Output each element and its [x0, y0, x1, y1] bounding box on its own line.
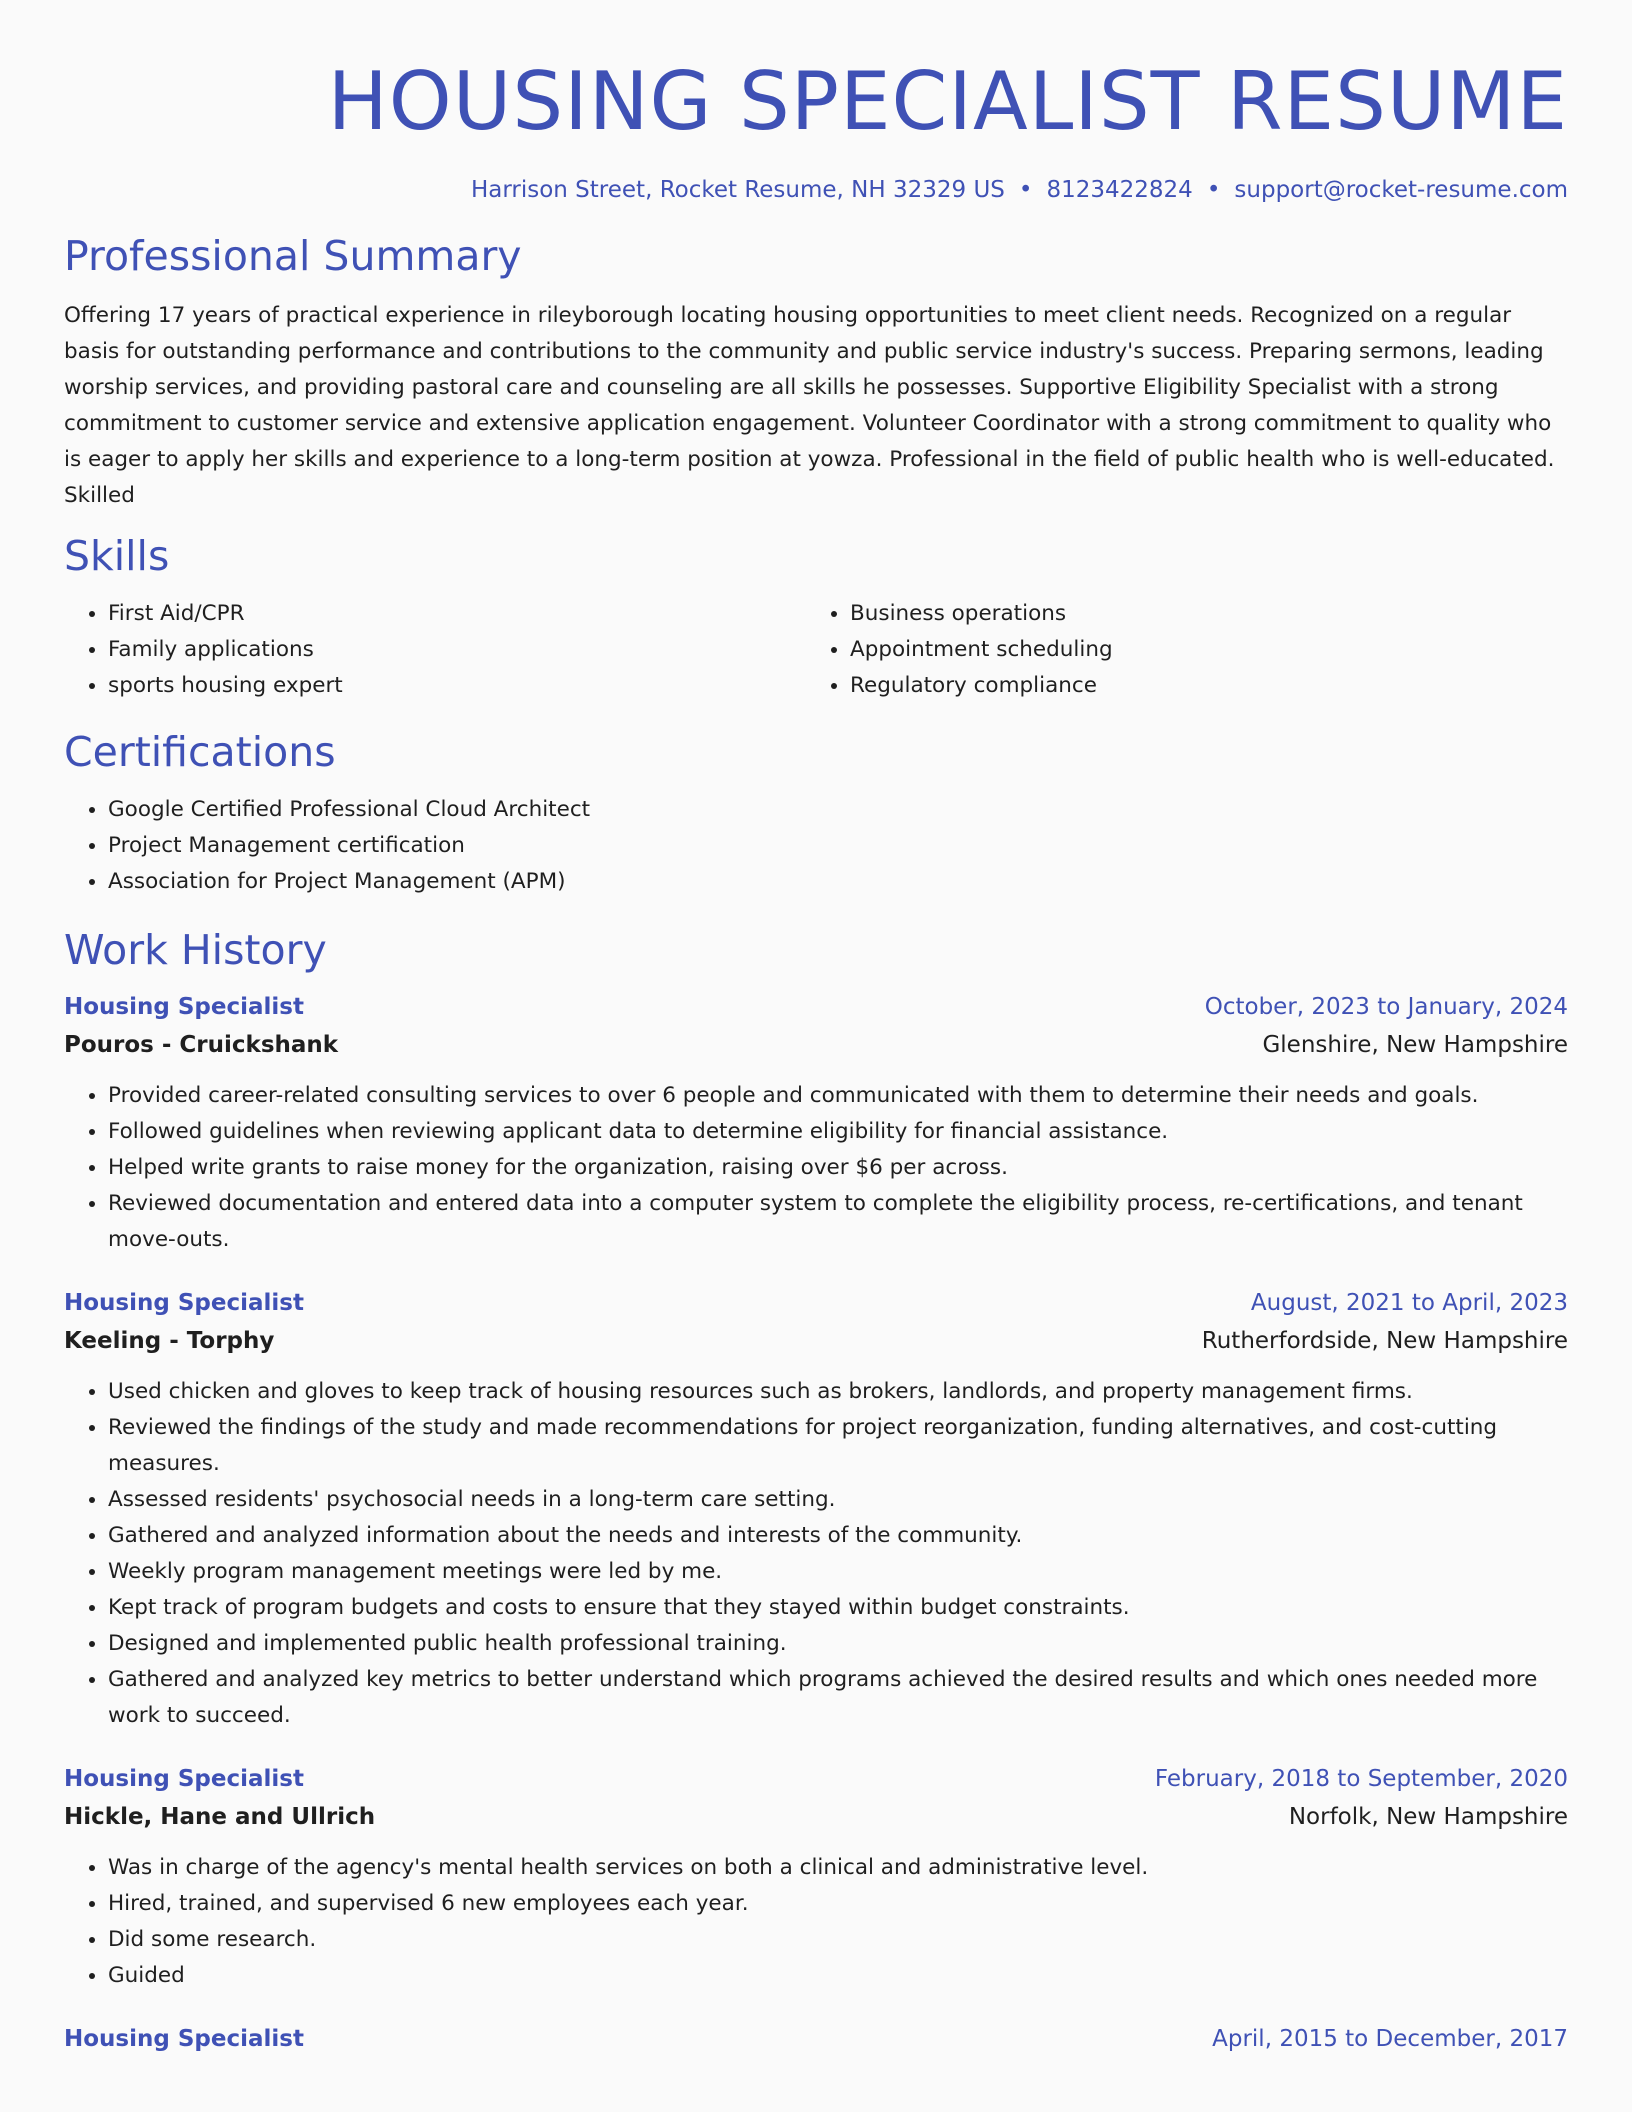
job-duty: • Did some research. [108, 1922, 1568, 1958]
job-title: Housing Specialist [64, 1290, 304, 1316]
job-entry [64, 988, 1568, 1258]
job-company-row [64, 1798, 1568, 1836]
skills-column-right [806, 596, 1548, 704]
job-duty: • Guided [108, 1958, 1568, 1994]
job-entry [64, 1284, 1568, 1734]
skills-column-left [64, 596, 806, 704]
job-dates: August, 2021 to April, 2023 [1250, 1290, 1568, 1316]
job-entry [64, 2020, 1568, 2058]
job-duty: • Was in charge of the agency's mental health services on both a clinical and administrative level. [108, 1850, 1568, 1886]
skill-item: • Regulatory compliance [850, 668, 1548, 704]
job-duty: • Gathered and analyzed information about the needs and interests of the community. [108, 1518, 1568, 1554]
job-duty: • Provided career-related consulting services to over 6 people and communicated with them to determine their needs and goals. [108, 1078, 1568, 1114]
certification-item: • Project Management certification [108, 828, 1568, 864]
skills-heading: Skills [64, 532, 170, 580]
job-title-row [64, 1284, 1568, 1322]
skills-list-left [64, 596, 806, 704]
contact-separator: • [1018, 177, 1033, 203]
job-dates: October, 2023 to January, 2024 [1204, 994, 1568, 1020]
job-company-row [64, 1322, 1568, 1360]
job-duties-list [64, 1374, 1568, 1734]
job-title-row [64, 988, 1568, 1026]
skills-list-right [806, 596, 1548, 704]
contact-phone: 8123422824 [1046, 177, 1193, 203]
skill-item: • Appointment scheduling [850, 632, 1548, 668]
summary-heading: Professional Summary [64, 232, 522, 280]
skill-item: • First Aid/CPR [108, 596, 806, 632]
job-duty: • Used chicken and gloves to keep track of housing resources such as brokers, landlords, and property management firms. [108, 1374, 1568, 1410]
job-duties-list [64, 1078, 1568, 1258]
job-company: Pouros - Cruickshank [64, 1032, 339, 1058]
job-duty: • Reviewed documentation and entered data into a computer system to complete the eligibility process, re-certifications, and tenant move-outs. [108, 1186, 1568, 1258]
job-duty: • Weekly program management meetings were led by me. [108, 1554, 1568, 1590]
certifications-list [64, 792, 1568, 900]
job-duty: • Followed guidelines when reviewing applicant data to determine eligibility for financial assistance. [108, 1114, 1568, 1150]
skills-grid [64, 596, 1568, 704]
job-duty: • Helped write grants to raise money for the organization, raising over $6 per across. [108, 1150, 1568, 1186]
job-title: Housing Specialist [64, 2026, 304, 2052]
contact-separator: • [1206, 177, 1221, 203]
contact-email: support@rocket-resume.com [1234, 177, 1568, 203]
job-duty: • Reviewed the findings of the study and made recommendations for project reorganization, funding alternatives, and cost-cutting measures. [108, 1410, 1568, 1482]
contact-line [64, 174, 1568, 206]
skill-item: • Family applications [108, 632, 806, 668]
job-dates: February, 2018 to September, 2020 [1154, 1766, 1568, 1792]
job-entry [64, 1760, 1568, 1994]
resume-title: HOUSING SPECIALIST RESUME [327, 55, 1568, 148]
job-location: Norfolk, New Hampshire [1288, 1804, 1568, 1830]
summary-text: Offering 17 years of practical experience in rileyborough locating housing opportunities to meet client needs. Recognized on a regular basis for outstanding performance and contributions to the community and public service industry's success. Preparing sermons, leading worship services, and providing pastoral care and counseling are all skills he possesses. Supportive Eligibility Specialist with a strong commitment to customer service and extensive application engagement. Volunteer Coordinator with a strong commitment to quality who is eager to apply her skills and experience to a long-term position at yowza. Professional in the field of public health who is well-educated. Skilled [64, 303, 1555, 508]
job-title: Housing Specialist [64, 994, 304, 1020]
job-title: Housing Specialist [64, 1766, 304, 1792]
work-history-heading: Work History [64, 926, 327, 974]
job-company: Hickle, Hane and Ullrich [64, 1804, 376, 1830]
certification-item: • Google Certified Professional Cloud Architect [108, 792, 1568, 828]
job-location: Glenshire, New Hampshire [1262, 1032, 1568, 1058]
job-duty: • Hired, trained, and supervised 6 new employees each year. [108, 1886, 1568, 1922]
skill-item: • Business operations [850, 596, 1548, 632]
job-duty: • Assessed residents' psychosocial needs in a long-term care setting. [108, 1482, 1568, 1518]
contact-address: Harrison Street, Rocket Resume, NH 32329 US [470, 177, 1005, 203]
job-duty: • Gathered and analyzed key metrics to better understand which programs achieved the desired results and which ones needed more work to succeed. [108, 1662, 1568, 1734]
job-title-row [64, 1760, 1568, 1798]
job-title-row [64, 2020, 1568, 2058]
job-dates: April, 2015 to December, 2017 [1212, 2026, 1568, 2052]
certifications-heading: Certifications [64, 728, 336, 776]
job-company: Keeling - Torphy [64, 1328, 275, 1354]
job-company-row [64, 1026, 1568, 1064]
job-duty: • Kept track of program budgets and costs to ensure that they stayed within budget constraints. [108, 1590, 1568, 1626]
skill-item: • sports housing expert [108, 668, 806, 704]
job-duty: • Designed and implemented public health professional training. [108, 1626, 1568, 1662]
job-location: Rutherfordside, New Hampshire [1201, 1328, 1568, 1354]
certification-item: • Association for Project Management (APM) [108, 864, 1568, 900]
job-duties-list [64, 1850, 1568, 1994]
